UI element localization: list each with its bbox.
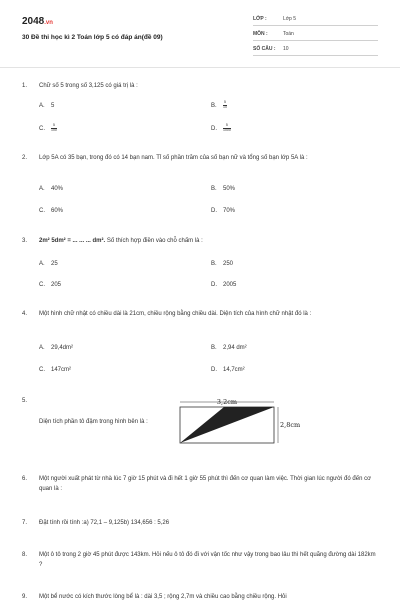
- fraction: $\frac{5}{100}$: [51, 123, 57, 132]
- option-4a[interactable]: A. 29,4dm²: [39, 345, 74, 351]
- option-2c[interactable]: C. 60%: [39, 208, 64, 214]
- meta-divider: [253, 40, 378, 41]
- option-2a[interactable]: A. 40%: [39, 186, 64, 192]
- question-number: 4.: [22, 311, 28, 317]
- meta-label: SỐ CÂU :: [253, 46, 276, 52]
- question-5: [39, 417, 189, 427]
- document-header: [0, 0, 400, 68]
- meta-divider: [253, 55, 378, 56]
- document-title: 30 Đề thi học kì 2 Toán lớp 5 có đáp án(đề 09): [22, 34, 163, 41]
- question-number: 9.: [22, 594, 28, 600]
- meta-value: Toán: [283, 31, 294, 37]
- option-1a[interactable]: A. 5: [39, 103, 55, 109]
- logo-main: 2048: [22, 16, 45, 27]
- question-number: 1.: [22, 83, 28, 89]
- question-text: Một ô tô trong 2 giờ 45 phút được 143km. Hỏi nếu ô tô đó đi với vận tốc như vậy trong bao lâu thì hết quãng đường dài 182km ?: [39, 552, 376, 568]
- meta-value: Lớp 5: [283, 16, 297, 22]
- question-text: Một hình chữ nhật có chiều dài là 21cm, chiều rộng bằng chiều dài. Diện tích của hình chữ nhật đó là :: [39, 311, 312, 317]
- fraction: $\frac{5}{10}$: [223, 100, 227, 109]
- option-2d[interactable]: D. 70%: [211, 208, 236, 214]
- top-length-label: 3,2cm: [216, 398, 238, 406]
- option-1c[interactable]: C. $\frac{5}{100}$: [39, 123, 57, 132]
- meta-label: MÔN :: [253, 31, 268, 37]
- question-text: Một bể nước có kích thước lòng bể là : dài 3,5 ; rộng 2,7m và chiều cao bằng chiều rộng. Hỏi: [39, 594, 287, 600]
- rectangle-diagram: [176, 397, 311, 451]
- side-length-label: 2,8cm: [280, 421, 301, 429]
- option-3b[interactable]: B. 250: [211, 261, 234, 267]
- question-expression: 2m² 5dm² = ... ... ... dm².: [39, 238, 106, 244]
- question-text: 2m² 5dm² = ... ... ... dm². Số thích hợp điền vào chỗ chấm là :: [39, 238, 203, 244]
- header-divider: [0, 67, 400, 68]
- fraction: $\frac{5}{1000}$: [223, 123, 231, 132]
- question-number: 7.: [22, 520, 28, 526]
- question-text: Chữ số 5 trong số 3,125 có giá trị là :: [39, 83, 138, 89]
- question-number: 6.: [22, 476, 28, 482]
- option-3c[interactable]: C. 205: [39, 282, 62, 288]
- question-text: Đặt tính rồi tính :a) 72,1 – 9,125b) 134,656 : 5,26: [39, 520, 170, 526]
- meta-divider: [253, 25, 378, 26]
- option-4c[interactable]: C. 147cm²: [39, 367, 72, 373]
- rectangle-figure: [176, 397, 311, 456]
- option-1d[interactable]: D. $\frac{5}{1000}$: [211, 123, 231, 132]
- question-text: Diện tích phần tô đậm trong hình bên là :: [39, 419, 148, 425]
- option-3a[interactable]: A. 25: [39, 261, 58, 267]
- site-logo[interactable]: [22, 16, 53, 27]
- question-number: 8.: [22, 552, 28, 558]
- option-1b[interactable]: B. $\frac{5}{10}$: [211, 100, 227, 109]
- logo-suffix: .vn: [44, 20, 53, 26]
- question-number: 3.: [22, 238, 28, 244]
- meta-value: 10: [283, 46, 289, 52]
- option-2b[interactable]: B. 50%: [211, 186, 236, 192]
- option-4b[interactable]: B. 2,94 dm²: [211, 345, 247, 351]
- question-text: Một người xuất phát từ nhà lúc 7 giờ 15 phút và đi hết 1 giờ 55 phút thì đến cơ quan làm việc. Thời gian lúc người đó đến cơ quan là :: [39, 476, 372, 492]
- question-number: 2.: [22, 155, 28, 161]
- option-4d[interactable]: D. 14,7cm²: [211, 367, 245, 373]
- option-3d[interactable]: D. 2005: [211, 282, 237, 288]
- question-number: 5.: [22, 398, 28, 404]
- question-text: Lớp 5A có 35 bạn, trong đó có 14 bạn nam. Tỉ số phần trăm của số bạn nữ và tổng số bạn lớp 5A là :: [39, 155, 308, 161]
- meta-label: LỚP :: [253, 16, 267, 22]
